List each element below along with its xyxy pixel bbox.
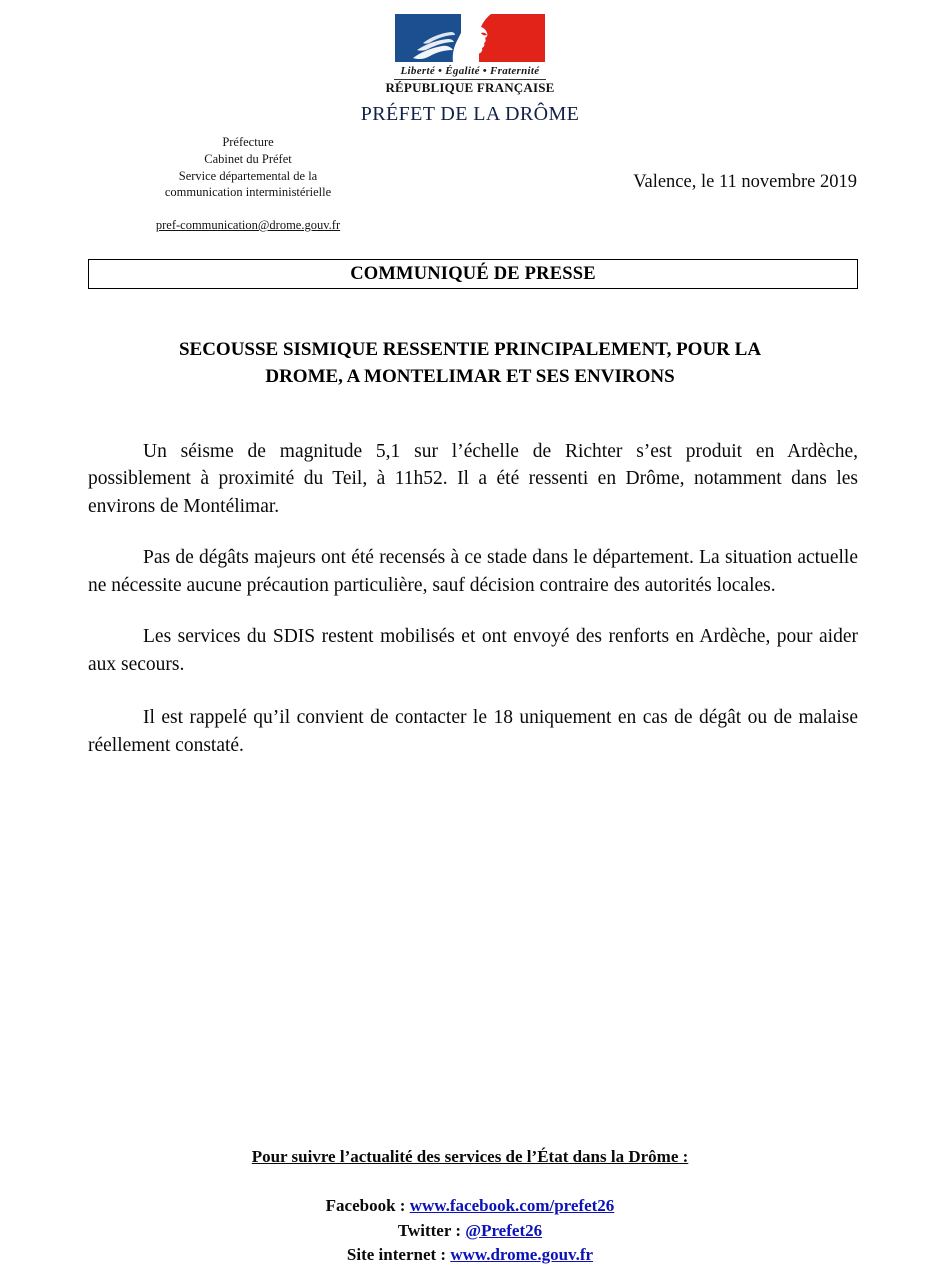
press-release-banner-label: COMMUNIQUÉ DE PRESSE	[350, 263, 596, 284]
sender-block	[88, 134, 408, 234]
footer-row-website	[0, 1243, 940, 1267]
twitter-link[interactable]: @Prefet26	[465, 1220, 543, 1240]
sender-line-2: Cabinet du Préfet	[204, 151, 292, 166]
body-paragraph-2: Pas de dégâts majeurs ont été recensés à ce stade dans le département. La situation actuelle ne nécessite aucune précaution particulière, sauf décision contraire des autorités locales.	[88, 547, 858, 596]
website-link[interactable]: www.drome.gouv.fr	[450, 1245, 594, 1265]
footer	[0, 1146, 940, 1268]
twitter-label: Twitter :	[397, 1220, 466, 1240]
body-paragraph-4: Il est rappelé qu’il convient de contacter le 18 uniquement en cas de dégât ou de malaise réellement constaté.	[88, 707, 858, 756]
headline-line-2: DROME, A MONTELIMAR ET SES ENVIRONS	[265, 366, 675, 388]
body-paragraph-3: Les services du SDIS restent mobilisés et ont envoyé des renforts en Ardèche, pour aider aux secours.	[88, 626, 858, 675]
sender-email-link[interactable]: pref-communication@drome.gouv.fr	[155, 218, 341, 232]
press-release-banner	[88, 259, 858, 289]
sender-line-4: communication interministérielle	[164, 185, 332, 200]
republic-motto: Liberté • Égalité • Fraternité	[400, 65, 540, 77]
sender-line-3: Service départemental de la	[178, 168, 318, 183]
page-title: PRÉFET DE LA DRÔME	[360, 103, 580, 126]
facebook-label: Facebook :	[325, 1196, 410, 1216]
facebook-link[interactable]: www.facebook.com/prefet26	[409, 1196, 615, 1216]
republic-name: RÉPUBLIQUE FRANÇAISE	[385, 80, 555, 96]
headline-line-1: SECOUSSE SISMIQUE RESSENTIE PRINCIPALEMENT, POUR LA	[178, 339, 762, 360]
footer-row-facebook	[0, 1194, 940, 1218]
website-label: Site internet :	[346, 1245, 451, 1265]
footer-row-twitter	[0, 1219, 940, 1243]
marianne-logo-icon	[395, 14, 545, 62]
body-paragraph-1: Un séisme de magnitude 5,1 sur l’échelle de Richter s’est produit en Ardèche, possiblement à proximité du Teil, à 11h52. Il a été ressenti en Drôme, notamment dans les environs de Montélimar.	[88, 441, 858, 517]
body-copy	[88, 438, 858, 783]
footer-heading: Pour suivre l’actualité des services de l’État dans la Drôme :	[251, 1147, 689, 1166]
headline	[100, 336, 840, 391]
institutional-header	[0, 14, 940, 125]
dateline: Valence, le 11 novembre 2019	[633, 172, 857, 192]
sender-line-1: Préfecture	[222, 135, 274, 149]
footer-links	[0, 1194, 940, 1267]
